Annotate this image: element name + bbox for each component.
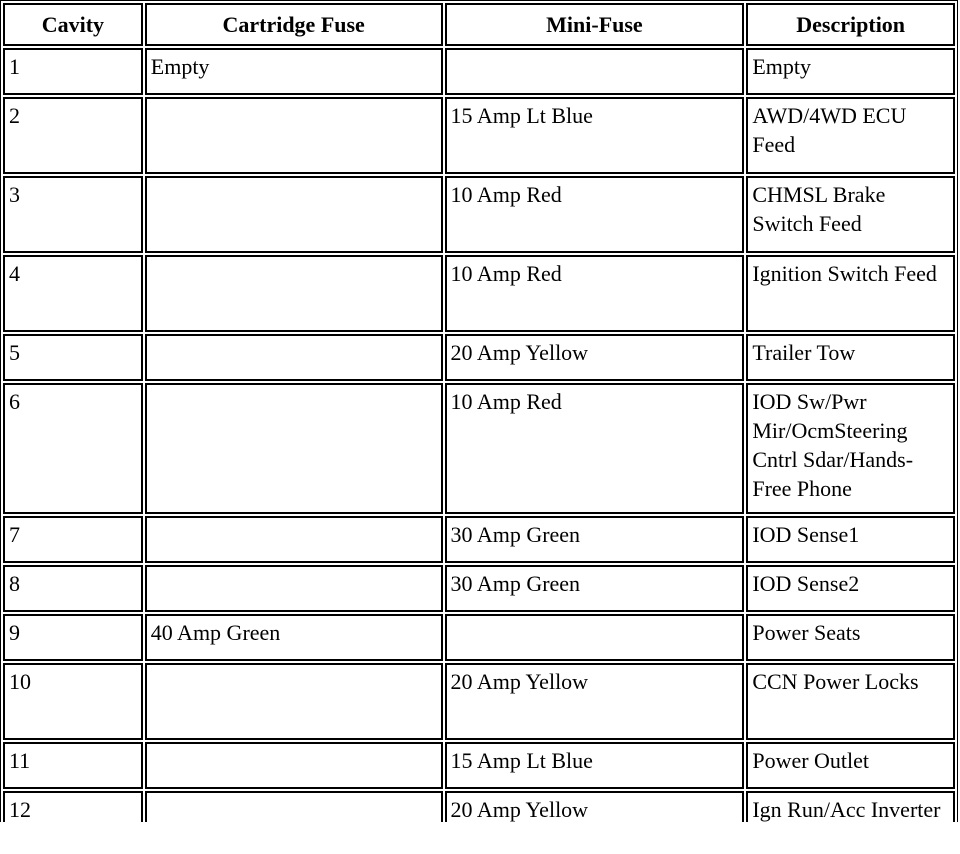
table-row [3,383,955,514]
cell-description: Power Outlet [746,742,955,789]
cell-cavity: 8 [3,565,143,612]
cell-description: Ignition Switch Feed [746,255,955,332]
cell-cartridge [145,334,443,381]
table-header [3,3,955,46]
cell-description: Ign Run/Acc Inverter [746,791,955,822]
cell-cavity: 2 [3,97,143,174]
cell-mini: 10 Amp Red [445,255,745,332]
cell-mini [445,48,745,95]
cell-description: AWD/4WD ECU Feed [746,97,955,174]
cell-description: CCN Power Locks [746,663,955,740]
table-row [3,97,955,174]
cell-cartridge [145,663,443,740]
cell-cartridge: Empty [145,48,443,95]
cell-cartridge [145,742,443,789]
cell-cavity: 10 [3,663,143,740]
cell-cartridge [145,791,443,822]
cell-mini: 15 Amp Lt Blue [445,97,745,174]
cell-mini: 15 Amp Lt Blue [445,742,745,789]
cell-mini: 20 Amp Yellow [445,334,745,381]
cell-cartridge [145,176,443,253]
cell-description: IOD Sense1 [746,516,955,563]
cell-cavity: 11 [3,742,143,789]
table-row [3,48,955,95]
cell-cartridge: 40 Amp Green [145,614,443,661]
table-row [3,791,955,822]
cell-description: IOD Sw/Pwr Mir/OcmSteering Cntrl Sdar/Hands-Free Phone [746,383,955,514]
header-description: Description [746,3,955,46]
cell-cartridge [145,255,443,332]
cell-cavity: 9 [3,614,143,661]
cell-cavity: 1 [3,48,143,95]
table-row [3,334,955,381]
cell-cartridge [145,565,443,612]
header-row [3,3,955,46]
table-row [3,176,955,253]
cell-mini [445,614,745,661]
header-cartridge-fuse: Cartridge Fuse [145,3,443,46]
cell-cartridge [145,383,443,514]
cell-mini: 30 Amp Green [445,516,745,563]
table-row [3,565,955,612]
cell-description: Trailer Tow [746,334,955,381]
cell-cavity: 3 [3,176,143,253]
cell-cavity: 4 [3,255,143,332]
cell-mini: 20 Amp Yellow [445,663,745,740]
cell-cavity: 5 [3,334,143,381]
cell-cavity: 7 [3,516,143,563]
cell-cartridge [145,97,443,174]
cell-mini: 10 Amp Red [445,383,745,514]
cell-description: Power Seats [746,614,955,661]
cell-mini: 30 Amp Green [445,565,745,612]
cell-description: CHMSL Brake Switch Feed [746,176,955,253]
cell-mini: 10 Amp Red [445,176,745,253]
cell-mini: 20 Amp Yellow [445,791,745,822]
table-row [3,255,955,332]
table-row [3,516,955,563]
cell-description: Empty [746,48,955,95]
cell-description: IOD Sense2 [746,565,955,612]
cell-cartridge [145,516,443,563]
cell-cavity: 12 [3,791,143,822]
table-row [3,742,955,789]
table-row [3,663,955,740]
header-cavity: Cavity [3,3,143,46]
table-row [3,614,955,661]
table-body [3,48,955,822]
cell-cavity: 6 [3,383,143,514]
header-mini-fuse: Mini-Fuse [445,3,745,46]
